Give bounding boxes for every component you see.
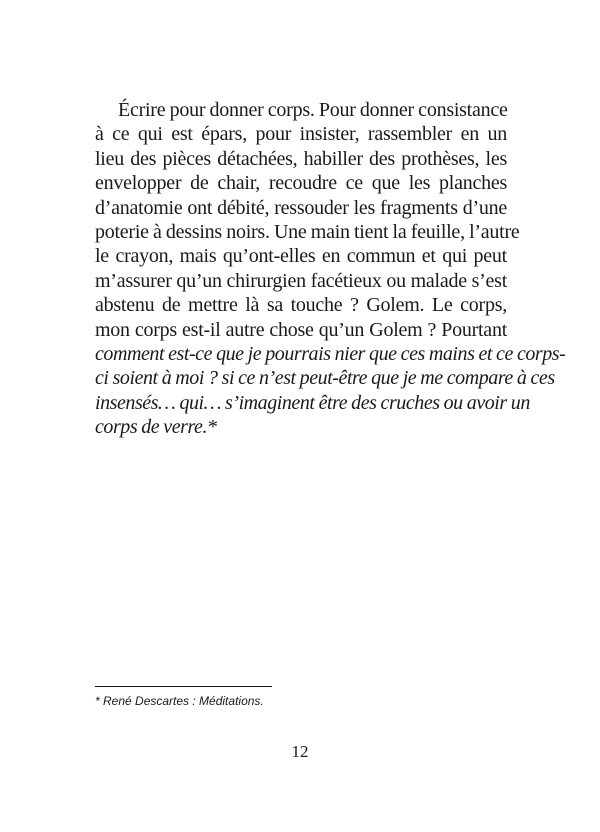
paragraph-line: Écrire pour donner corps. Pour donner consistance [118,99,508,121]
paragraph-line: envelopper de chair, recoudre ce que les planches [95,172,507,195]
paragraph-line: abstenu de mettre là sa touche ? Golem. Le corps, [95,294,507,317]
footnote: * René Descartes : Méditations. [95,694,264,708]
paragraph-line: mon corps est-il autre chose qu’un Golem ? Pourtant [95,318,507,341]
paragraph-line: le crayon, mais qu’ont-elles en commun et qui peut [95,245,507,268]
body-paragraph [95,98,566,440]
paragraph-line: lieu des pièces détachées, habiller des prothèses, les [95,147,507,170]
quotation-line: insensés… qui… s’imaginent être des cruches ou avoir un [95,391,530,414]
quotation-line: comment est-ce que je pourrais nier que ces mains et ce corps- [95,343,566,366]
page-number: 12 [291,742,309,761]
paragraph-line: à ce qui est épars, pour insister, rassembler en un [95,123,507,146]
quotation-line: corps de verre.* [95,416,217,439]
quotation-line: ci soient à moi ? si ce n’est peut-être que je me compare à ces [95,367,555,390]
paragraph-line: poterie à dessins noirs. Une main tient la feuille, l’autre [95,221,520,244]
paragraph-line: d’anatomie ont débité, ressouder les fragments d’une [95,196,507,219]
footnote-divider [95,686,272,687]
paragraph-line: m’assurer qu’un chirurgien facétieux ou malade s’est [95,269,507,292]
